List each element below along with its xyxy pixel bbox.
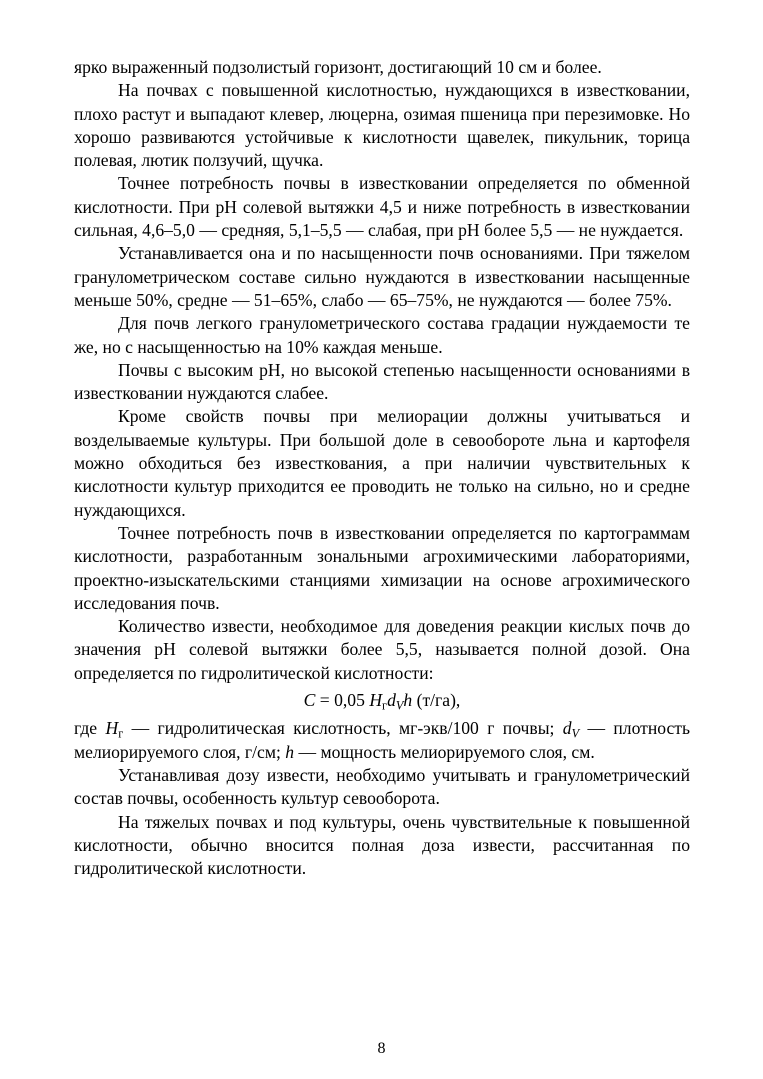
page-body <box>74 56 690 880</box>
legend-text-3: — мощность мелиорируемого слоя, см. <box>294 741 595 762</box>
paragraph-11: На тяжелых почвах и под культуры, очень чувствительные к повышенной кислотности, обычно вносится полная доза извести, рассчитанная по гидролитической кислотности. <box>74 811 690 879</box>
formula-d: d <box>387 690 396 711</box>
legend-h: H <box>105 718 119 739</box>
paragraph-3: Точнее потребность почвы в известковании определяется по обменной кислотности. При pH солевой вытяжки 4,5 и ниже потребность в известковании сильная, 4,6–5,0 — средняя, 5,1–5,5 — слабая, при pH более 5,5 — не нуждается. <box>74 173 690 241</box>
paragraph-6: Почвы с высоким pH, но высокой степенью насыщенности основаниями в известковании нуждаются слабее. <box>74 359 690 404</box>
paragraph-7: Кроме свойств почвы при мелиорации должны учитываться и возделываемые культуры. При большой доле в севообороте льна и картофеля можно обходиться без известкования, а при наличии чувствительных к кислотности культур приходится ее проводить не только на сильно, но и средне нуждающихся. <box>74 406 690 520</box>
formula-h: H <box>369 690 383 711</box>
legend-text-2: — плотность мелиорируемого слоя, г/см; <box>74 718 691 762</box>
legend-text-1: — гидролитическая кислотность, мг-экв/100 г почвы; <box>123 718 563 739</box>
paragraph-8: Точнее потребность почв в известковании определяется по картограммам кислотности, разработанным зональными агрохимическими лабораториями, проектно-изыскательскими станциями химизации на основе агрохимического исследования почв. <box>74 522 690 613</box>
paragraph-5: Для почв легкого гранулометрического состава градации нуждаемости те же, но с насыщенностью на 10% каждая меньше. <box>74 313 690 357</box>
legend-h-sub: г <box>118 727 124 741</box>
legend-d: d <box>562 718 572 739</box>
paragraph-9: Количество извести, необходимое для доведения реакции кислых почв до значения pH солевой вытяжки более 5,5, называется полной дозой. Она определяется по гидролитической кислотности: <box>74 616 690 683</box>
paragraph-10: Устанавливая дозу извести, необходимо учитывать и гранулометрический состав почвы, особенность культур севооборота. <box>74 764 690 809</box>
legend-hh: h <box>285 741 295 762</box>
formula-unit: (т/га), <box>412 690 461 711</box>
page-number: 8 <box>377 1040 386 1057</box>
formula-c: C <box>303 690 316 711</box>
formula-legend <box>74 717 690 764</box>
dose-formula <box>74 689 690 712</box>
formula-equals: = 0,05 <box>315 690 370 711</box>
paragraph-2: На почвах с повышенной кислотностью, нуждающихся в известковании, плохо растут и выпадают клевер, люцерна, озимая пшеница при перезимовке. Но хорошо развиваются устойчивые к кислотности щавелек, пикульник, торица полевая, лютик ползучий, щучка. <box>74 80 690 171</box>
formula-h-sub: г <box>382 698 388 713</box>
legend-lead: где <box>74 718 106 739</box>
paragraph-1: ярко выраженный подзолистый горизонт, достигающий 10 см и более. <box>74 57 602 77</box>
paragraph-4: Устанавливается она и по насыщенности почв основаниями. При тяжелом гранулометрическом составе сильно нуждаются в известковании насыщенные меньше 50%, средне — 51–65%, слабо — 65–75%, не нуждаются — более 75%. <box>74 243 690 310</box>
legend-d-sub: V <box>571 727 580 741</box>
formula-d-sub: V <box>395 698 404 713</box>
formula-hh: h <box>403 690 413 711</box>
